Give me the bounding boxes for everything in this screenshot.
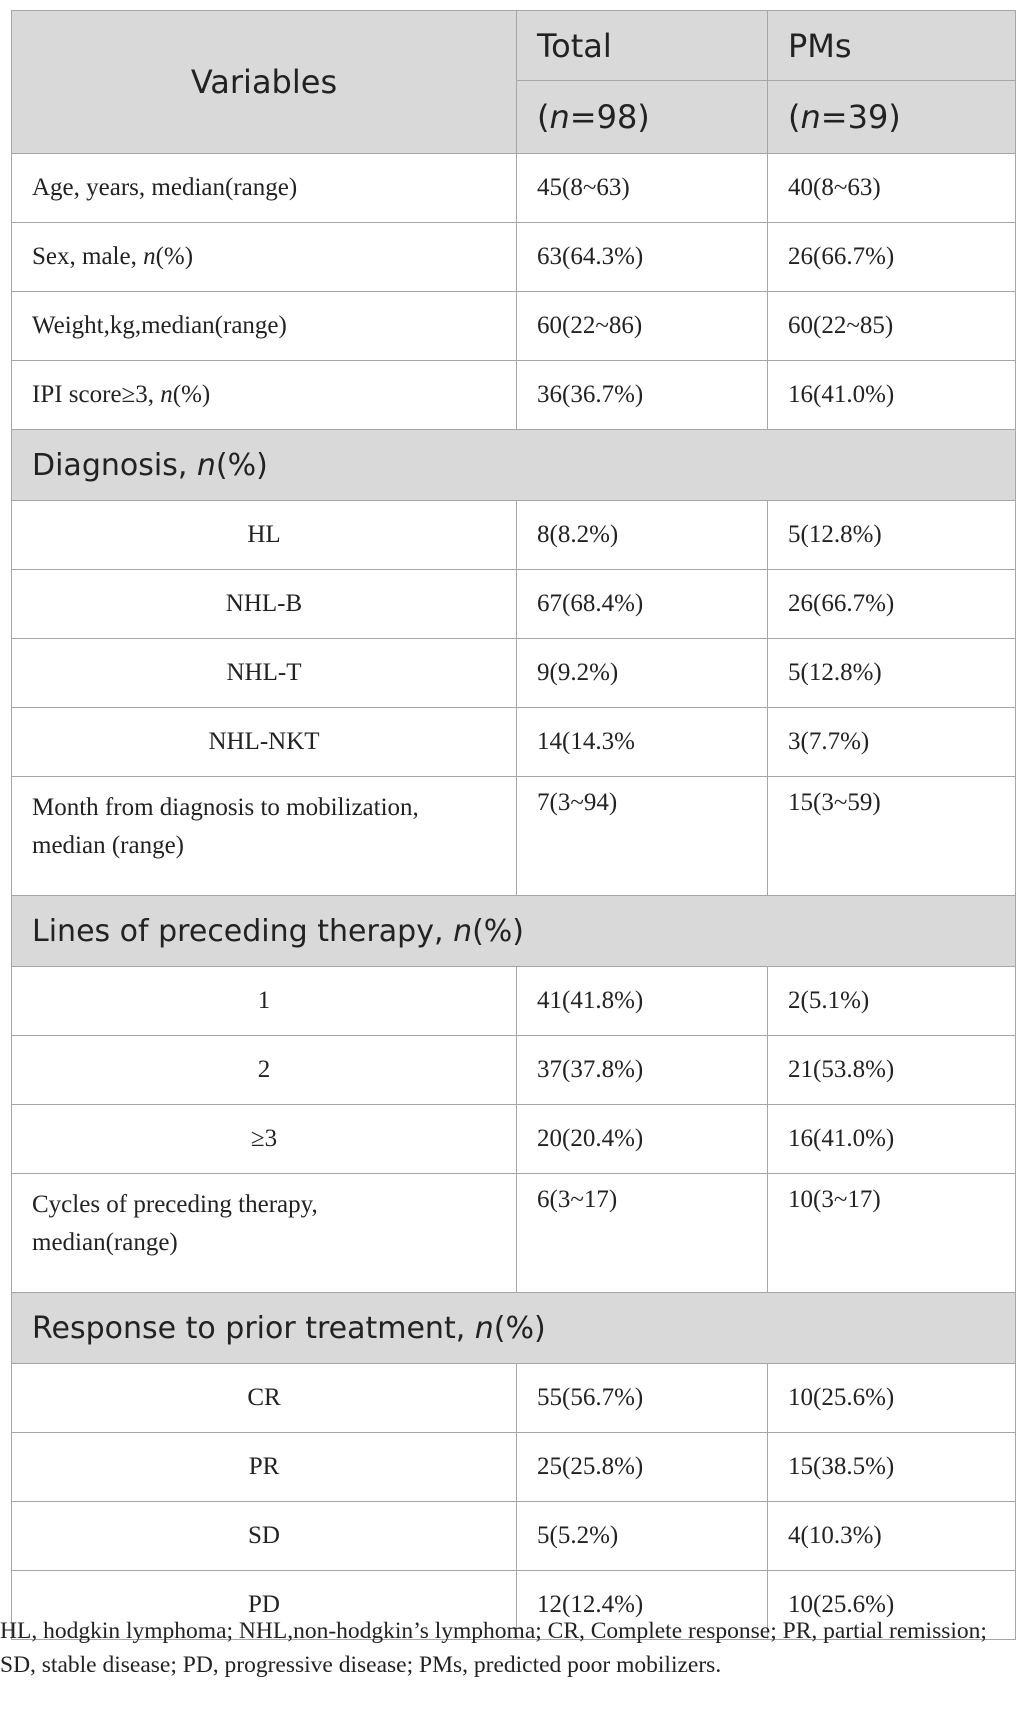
table-row [12,1105,1016,1174]
table-container [11,10,1015,1640]
table-row [12,154,1016,223]
total-value: 7(3~94) [517,777,768,896]
pms-value: 40(8~63) [768,154,1016,223]
pms-value: 10(3~17) [768,1174,1016,1293]
pms-value: 5(12.8%) [768,639,1016,708]
row-label: ≥3 [12,1105,517,1174]
row-label: 2 [12,1036,517,1105]
section-title: Lines of preceding therapy, n(%) [12,896,1016,967]
pms-value: 10(25.6%) [768,1364,1016,1433]
pms-value: 60(22~85) [768,292,1016,361]
header-pms: PMs [768,11,1016,81]
total-value: 6(3~17) [517,1174,768,1293]
table-row [12,292,1016,361]
row-label: NHL-B [12,570,517,639]
pms-value: 2(5.1%) [768,967,1016,1036]
total-value: 55(56.7%) [517,1364,768,1433]
row-label: Age, years, median(range) [12,154,517,223]
total-value: 14(14.3% [517,708,768,777]
characteristics-table [11,10,1016,1640]
table-row [12,501,1016,570]
pms-value: 16(41.0%) [768,361,1016,430]
pms-value: 16(41.0%) [768,1105,1016,1174]
table-row [12,967,1016,1036]
total-value: 12(12.4%) [517,1571,768,1640]
pms-value: 4(10.3%) [768,1502,1016,1571]
total-value: 5(5.2%) [517,1502,768,1571]
header-total: Total [517,11,768,81]
total-value: 9(9.2%) [517,639,768,708]
total-value: 36(36.7%) [517,361,768,430]
table-row [12,639,1016,708]
row-label: NHL-NKT [12,708,517,777]
row-label: Month from diagnosis to mobilization, median (range) [12,777,517,896]
total-value: 37(37.8%) [517,1036,768,1105]
pms-value: 26(66.7%) [768,223,1016,292]
section-title: Diagnosis, n(%) [12,430,1016,501]
row-label: Weight,kg,median(range) [12,292,517,361]
row-label: NHL-T [12,639,517,708]
table-row [12,708,1016,777]
pms-value: 26(66.7%) [768,570,1016,639]
section-row-lines [12,896,1016,967]
pms-value: 3(7.7%) [768,708,1016,777]
table-row [12,777,1016,896]
table-row [12,361,1016,430]
total-value: 8(8.2%) [517,501,768,570]
total-value: 60(22~86) [517,292,768,361]
pms-value: 21(53.8%) [768,1036,1016,1105]
row-label: IPI score≥3, n(%) [12,361,517,430]
row-label: PD [12,1571,517,1640]
section-title: Response to prior treatment, n(%) [12,1293,1016,1364]
pms-value: 10(25.6%) [768,1571,1016,1640]
header-total-n: (n=98) [517,81,768,154]
table-row [12,223,1016,292]
header-pms-n: (n=39) [768,81,1016,154]
row-label: Cycles of preceding therapy, median(range) [12,1174,517,1293]
row-label: 1 [12,967,517,1036]
header-variables: Variables [12,11,517,154]
table-row [12,1502,1016,1571]
header-row [12,11,1016,81]
total-value: 25(25.8%) [517,1433,768,1502]
table-footnote: HL, hodgkin lymphoma; NHL,non-hodgkin’s lymphoma; CR, Complete response; PR, partial remission; SD, stable disease; PD, progressive disease; PMs, predicted poor mobilizers. [0,1618,987,1678]
table-row [12,570,1016,639]
row-label: CR [12,1364,517,1433]
total-value: 67(68.4%) [517,570,768,639]
section-row-diagnosis [12,430,1016,501]
row-label: SD [12,1502,517,1571]
table-row [12,1364,1016,1433]
row-label: PR [12,1433,517,1502]
total-value: 20(20.4%) [517,1105,768,1174]
table-row [12,1433,1016,1502]
row-label: Sex, male, n(%) [12,223,517,292]
row-label: HL [12,501,517,570]
total-value: 41(41.8%) [517,967,768,1036]
table-row [12,1174,1016,1293]
table-row [12,1036,1016,1105]
total-value: 63(64.3%) [517,223,768,292]
pms-value: 5(12.8%) [768,501,1016,570]
pms-value: 15(38.5%) [768,1433,1016,1502]
pms-value: 15(3~59) [768,777,1016,896]
total-value: 45(8~63) [517,154,768,223]
section-row-response [12,1293,1016,1364]
